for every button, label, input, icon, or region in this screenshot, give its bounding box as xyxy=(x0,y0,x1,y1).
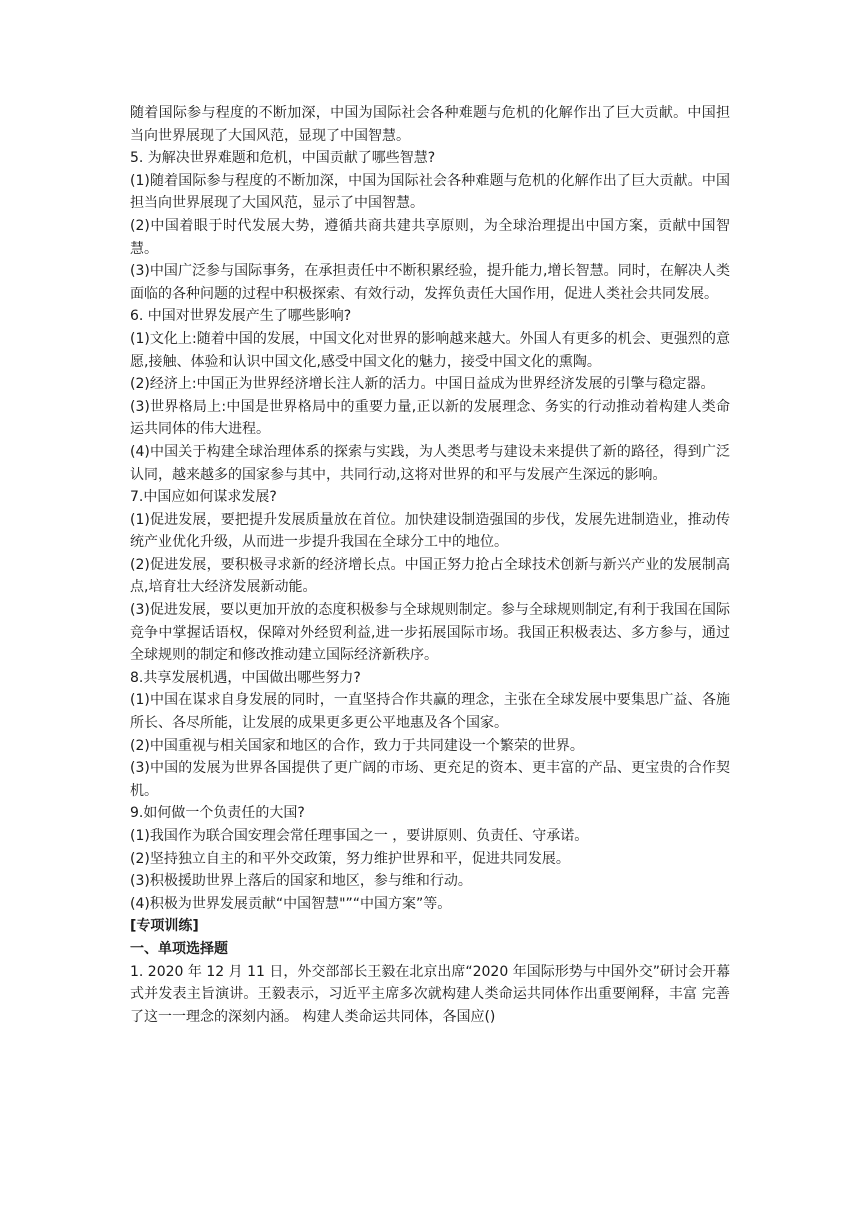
q6-answer-2: (2)经济上:中国正为世界经济增长注人新的活力。中国日益成为世界经济发展的引擎与稳定器。 xyxy=(130,376,715,393)
question-1-text: 1. 2020 年 12 月 11 日，外交部部长王毅在北京出席“2020 年国际形势与中国外交”研讨会开幕式并发表主旨演讲。王毅表示，习近平主席多次就构建人类命运共同体作出重要阐释，丰富 完善了这一一理念的深刻内涵。 构建人类命运共同体，各国应() xyxy=(130,963,730,1025)
q7-answer-1: (1)促进发展，要把提升发展质量放在首位。加快建设制造强国的步伐，发展先进制造业，推动传统产业优化升级，从而进一步提升我国在全球分工中的地位。 xyxy=(130,511,730,551)
q7-answer-2: (2)促进发展，要积极寻求新的经济增长点。中国正努力抢占全球技术创新与新兴产业的发展制高点,培育壮大经济发展新动能。 xyxy=(130,556,730,596)
q8-answer-1: (1)中国在谋求自身发展的同时，一直坚持合作共赢的理念，主张在全球发展中要集思广益、各施所长、各尽所能，让发展的成果更多更公平地惠及各个国家。 xyxy=(130,692,730,732)
q9-answer-2: (2)坚持独立自主的和平外交政策，努力维护世界和平，促进共同发展。 xyxy=(130,850,570,867)
intro-paragraph: 随着国际参与程度的不断加深，中国为国际社会各种难题与危机的化解作出了巨大贡献。中国担当向世界展现了大国风范，显现了中国智慧。 xyxy=(130,105,730,144)
q7-answer-3: (3)促进发展，要以更加开放的态度积极参与全球规则制定。参与全球规则制定,有利于我国在国际竞争中掌握话语权，保障对外经贸利益,进一步拓展国际市场。我国正积极表达、多方参与，通过全球规则的制定和修改推动建立国际经济新秩序。 xyxy=(130,602,730,664)
q8-answer-3: (3)中国的发展为世界各国提供了更广阔的市场、更充足的资本、更丰富的产品、更宝贵的合作契机。 xyxy=(130,760,730,799)
question-9-heading: 9.如何做一个负责任的大国? xyxy=(130,805,305,822)
question-6-heading: 6. 中国对世界发展产生了哪些影响? xyxy=(130,308,352,325)
q8-answer-2: (2)中国重视与相关国家和地区的合作，致力于共同建设一个繁荣的世界。 xyxy=(130,737,584,754)
document-page xyxy=(130,102,730,1028)
q9-answer-3: (3)积极援助世界上落后的国家和地区，参与维和行动。 xyxy=(130,873,472,890)
single-choice-heading: 一、单项选择题 xyxy=(130,940,228,957)
q9-answer-4: (4)积极为世界发展贡献“中国智慧"”“中国方案”等。 xyxy=(130,895,452,912)
q5-answer-1: (1)随着国际参与程度的不断加深，中国为国际社会各种难题与危机的化解作出了巨大贡献。中国担当向世界展现了大国风范，显示了中国智慧。 xyxy=(130,172,730,212)
q6-answer-4: (4)中国关于构建全球治理体系的探索与实践，为人类思考与建设未来提供了新的路径，得到广泛认同，越来越多的国家参与其中，共同行动,这将对世界的和平与发展产生深远的影响。 xyxy=(130,443,730,483)
q5-answer-2: (2)中国着眼于时代发展大势，遵循共商共建共享原则，为全球治理提出中国方案，贡献中国智慧。 xyxy=(130,217,730,257)
special-training-heading: [专项训练] xyxy=(130,918,199,935)
q5-answer-3: (3)中国广泛参与国际事务，在承担责任中不断积累经验，提升能力,增长智慧。同时，在解决人类面临的各种问题的过程中积极探索、有效行动，发挥负责任大国作用，促进人类社会共同发展。 xyxy=(130,263,730,302)
question-5-heading: 5. 为解决世界难题和危机，中国贡献了哪些智慧? xyxy=(130,150,436,167)
q6-answer-1: (1)文化上:随着中国的发展，中国文化对世界的影响越来越大。外国人有更多的机会、更强烈的意愿,接触、体验和认识中国文化,感受中国文化的魅力，接受中国文化的熏陶。 xyxy=(130,330,730,370)
q9-answer-1: (1)我国作为联合国安理会常任理事国之一 ，要讲原则、负责任、守承诺。 xyxy=(130,828,589,844)
q6-answer-3: (3)世界格局上:中国是世界格局中的重要力量,正以新的发展理念、务实的行动推动着构建人类命运共同体的伟大进程。 xyxy=(130,398,730,438)
question-8-heading: 8.共享发展机遇，中国做出哪些努力? xyxy=(130,669,361,686)
question-7-heading: 7.中国应如何谋求发展? xyxy=(130,489,277,506)
